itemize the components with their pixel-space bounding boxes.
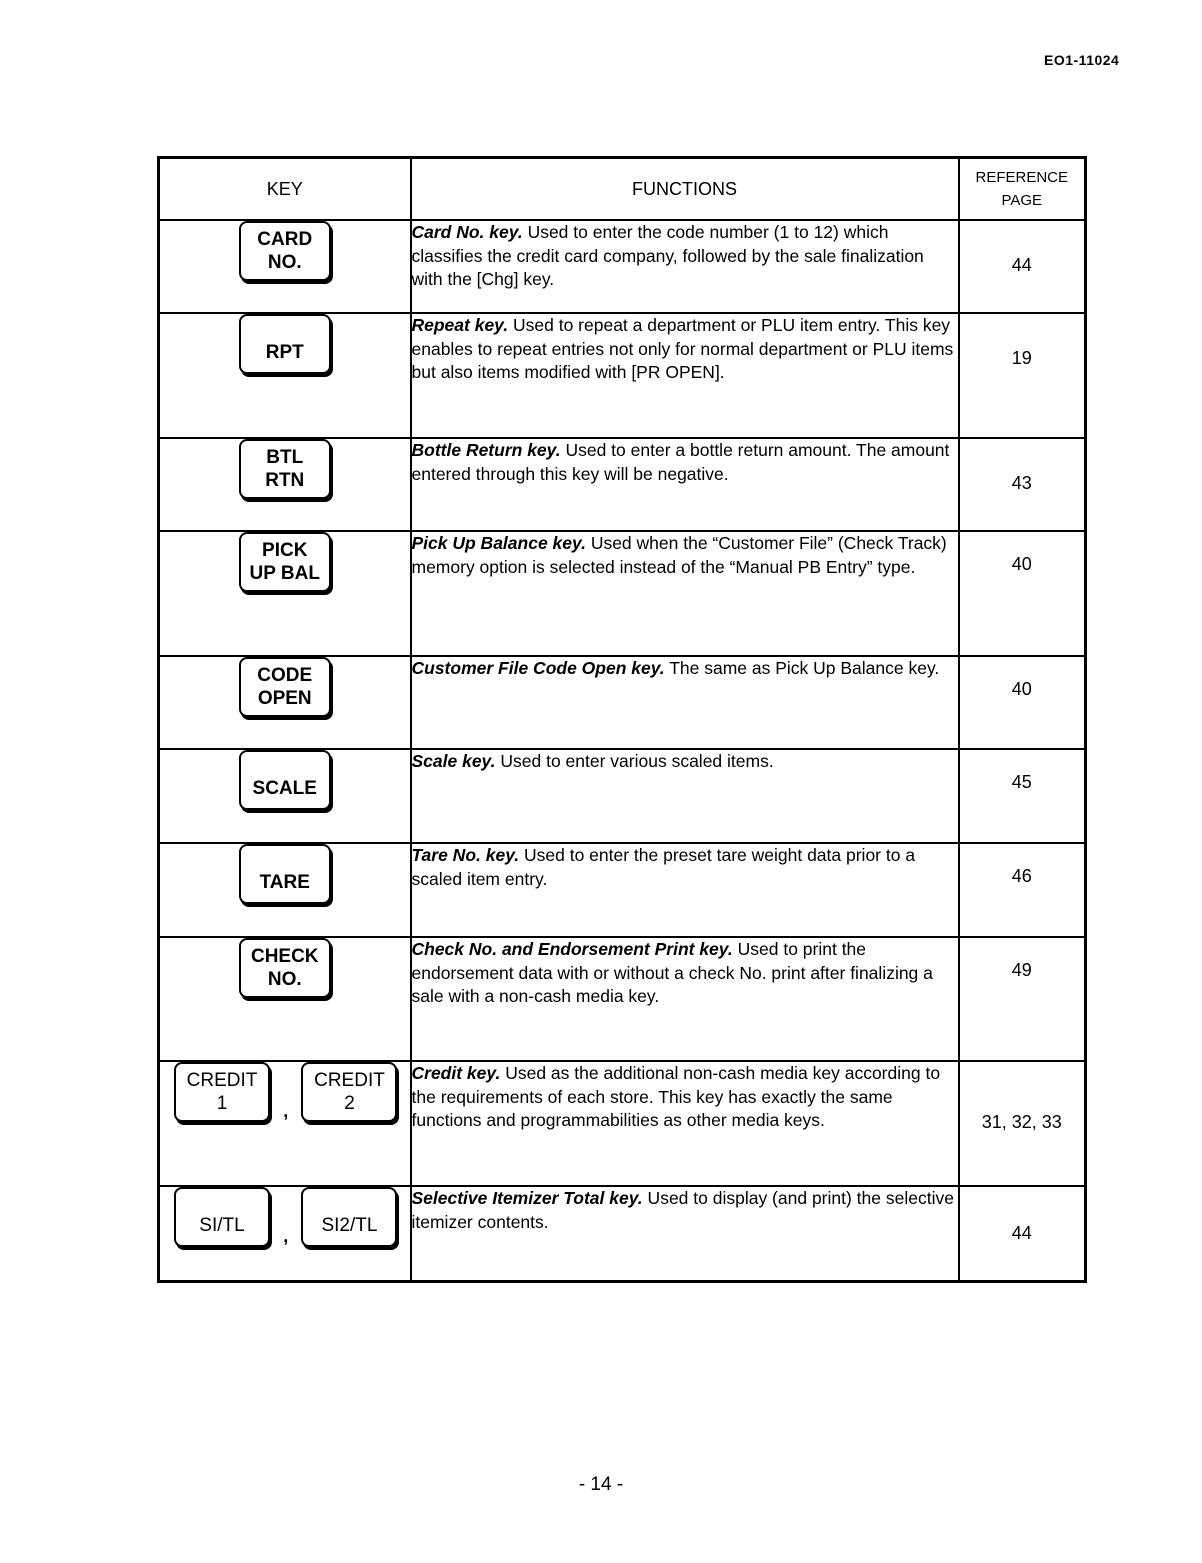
function-description xyxy=(411,1186,959,1281)
key-label: RPT xyxy=(265,342,304,363)
key-icon xyxy=(174,1062,270,1122)
key-separator: , xyxy=(283,1226,289,1246)
function-description xyxy=(411,656,959,749)
reference-page-value: 40 xyxy=(1011,679,1032,699)
key-name: Selective Itemizer Total key. xyxy=(411,1188,643,1208)
function-text: Used to enter a bottle return amount. The amount entered through this key will be negative. xyxy=(411,440,950,484)
key-name: Customer File Code Open key. xyxy=(411,658,665,678)
function-description xyxy=(411,531,959,656)
key-label: NO. xyxy=(267,969,302,990)
key-separator: , xyxy=(283,1101,289,1121)
header-key: KEY xyxy=(159,158,411,221)
function-description xyxy=(411,937,959,1061)
reference-page-value: 44 xyxy=(1011,1223,1032,1243)
key-name: Scale key. xyxy=(411,751,496,771)
function-text: Used as the additional non-cash media key according to the requirements of each store. This key has exactly the same functions and programmabilities as other media keys. xyxy=(411,1063,941,1130)
function-text: The same as Pick Up Balance key. xyxy=(664,658,940,678)
key-label: CREDIT xyxy=(314,1070,385,1091)
reference-page-value: 43 xyxy=(1011,473,1032,493)
function-text: Used to enter the preset tare weight data prior to a scaled item entry. xyxy=(411,845,916,889)
key-cell xyxy=(159,1186,411,1281)
key-label: CHECK xyxy=(250,946,319,967)
key-label: 2 xyxy=(344,1093,355,1114)
table-row xyxy=(159,220,1086,313)
key-name: Card No. key. xyxy=(411,222,523,242)
key-name: Tare No. key. xyxy=(411,845,520,865)
table-row xyxy=(159,531,1086,656)
function-text: Used to repeat a department or PLU item entry. This key enables to repeat entries not only for normal department or PLU items but also items modified with [PR OPEN]. xyxy=(411,315,954,382)
header-reference-page xyxy=(959,158,1086,221)
key-label: OPEN xyxy=(257,688,312,709)
key-name: Repeat key. xyxy=(411,315,509,335)
function-description xyxy=(411,220,959,313)
function-description xyxy=(411,313,959,438)
key-cell xyxy=(159,531,411,656)
reference-page-value: 45 xyxy=(1011,772,1032,792)
key-icon xyxy=(239,314,331,374)
table-row xyxy=(159,749,1086,843)
key-label: CREDIT xyxy=(186,1070,258,1091)
key-pair xyxy=(160,1187,410,1247)
function-description xyxy=(411,749,959,843)
function-text: Used to enter various scaled items. xyxy=(495,751,774,771)
key-cell xyxy=(159,438,411,531)
function-text: Used to enter the code number (1 to 12) which classifies the credit card company, followed by the sale finalization with the [Chg] key. xyxy=(411,222,924,289)
reference-page xyxy=(959,1061,1086,1186)
key-cell xyxy=(159,313,411,438)
key-cell xyxy=(159,937,411,1061)
key-pair xyxy=(160,1062,410,1122)
reference-page xyxy=(959,656,1086,749)
key-icon xyxy=(239,657,331,717)
document-id: EO1-11024 xyxy=(1044,52,1120,68)
table-row xyxy=(159,1186,1086,1281)
reference-page xyxy=(959,937,1086,1061)
reference-page xyxy=(959,749,1086,843)
reference-page-value: 49 xyxy=(1011,960,1032,980)
reference-page-value: 46 xyxy=(1011,866,1032,886)
key-icon xyxy=(239,532,331,592)
function-text: Used when the “Customer File” (Check Track) memory option is selected instead of the “Manual PB Entry” type. xyxy=(411,533,947,577)
key-label: 1 xyxy=(216,1093,228,1114)
page-number: - 14 - xyxy=(578,1474,624,1495)
function-text: Used to display (and print) the selective itemizer contents. xyxy=(411,1188,954,1232)
key-name: Check No. and Endorsement Print key. xyxy=(411,939,733,959)
function-description xyxy=(411,843,959,937)
key-label: BTL xyxy=(266,447,304,468)
header-functions: FUNCTIONS xyxy=(411,158,959,221)
key-label: TARE xyxy=(259,872,310,893)
key-cell xyxy=(159,843,411,937)
key-label: PICK xyxy=(262,540,308,561)
key-cell xyxy=(159,749,411,843)
key-cell xyxy=(159,1061,411,1186)
table-row xyxy=(159,313,1086,438)
header-reference-line1: REFERENCE xyxy=(975,169,1068,186)
key-label: SI2/TL xyxy=(321,1215,378,1236)
key-icon xyxy=(239,938,331,998)
key-cell xyxy=(159,656,411,749)
reference-page xyxy=(959,313,1086,438)
key-cell xyxy=(159,220,411,313)
key-name: Pick Up Balance key. xyxy=(411,533,586,553)
reference-page xyxy=(959,531,1086,656)
key-label: CARD xyxy=(257,229,313,250)
key-icon xyxy=(301,1062,397,1122)
key-name: Credit key. xyxy=(411,1063,501,1083)
table-row xyxy=(159,937,1086,1061)
function-description xyxy=(411,1061,959,1186)
key-icon xyxy=(239,221,331,281)
reference-page-value: 31, 32, 33 xyxy=(981,1112,1062,1132)
table-row xyxy=(159,1061,1086,1186)
header-reference-line2: PAGE xyxy=(1001,192,1043,209)
reference-page xyxy=(959,843,1086,937)
key-function-table xyxy=(157,156,1087,1283)
key-name: Bottle Return key. xyxy=(411,440,561,460)
reference-page-value: 19 xyxy=(1011,348,1032,368)
reference-page-value: 44 xyxy=(1011,255,1032,275)
key-icon xyxy=(174,1187,270,1247)
key-label: CODE xyxy=(257,665,313,686)
reference-page xyxy=(959,220,1086,313)
key-icon xyxy=(301,1187,397,1247)
table-row xyxy=(159,843,1086,937)
key-icon xyxy=(239,750,331,810)
table-header-row xyxy=(159,158,1086,221)
key-label: UP BAL xyxy=(249,563,320,584)
function-description xyxy=(411,438,959,531)
reference-page xyxy=(959,1186,1086,1281)
key-label: SI/TL xyxy=(199,1215,245,1236)
key-icon xyxy=(239,439,331,499)
key-icon xyxy=(239,844,331,904)
reference-page xyxy=(959,438,1086,531)
key-label: NO. xyxy=(267,252,302,273)
function-text: Used to print the endorsement data with or without a check No. print after finalizing a sale with a non-cash media key. xyxy=(411,939,933,1006)
reference-page-value: 40 xyxy=(1011,554,1032,574)
key-label: SCALE xyxy=(252,778,317,799)
table-row xyxy=(159,438,1086,531)
key-label: RTN xyxy=(265,470,305,491)
table-row xyxy=(159,656,1086,749)
